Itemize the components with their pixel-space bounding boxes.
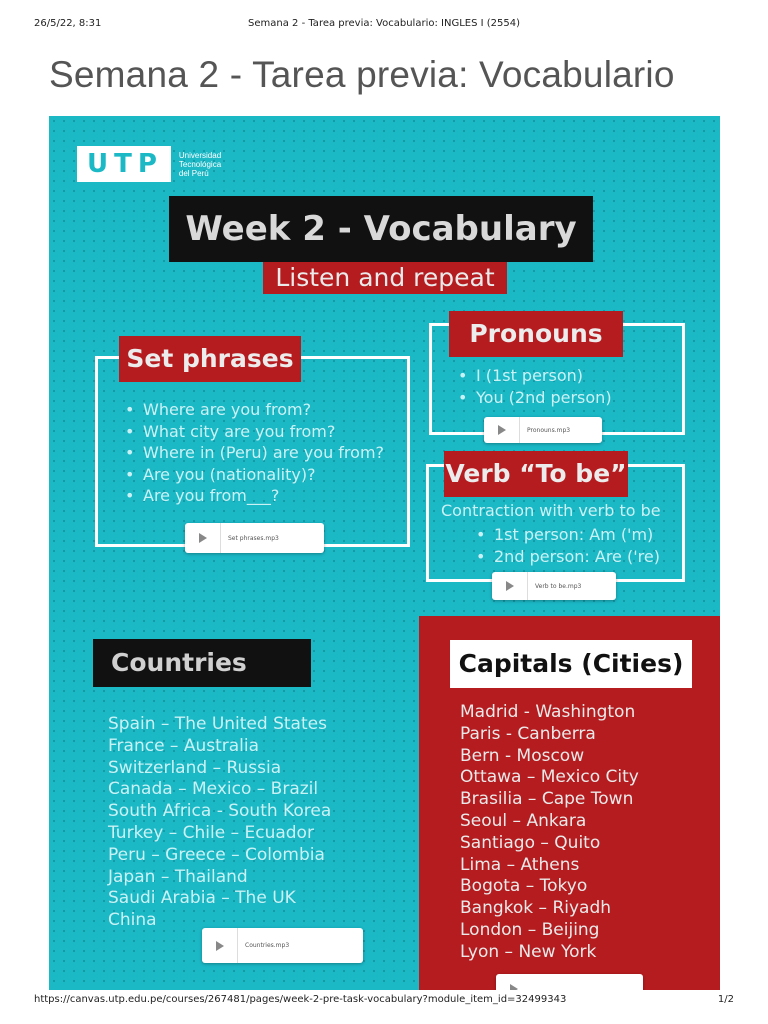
list-item: • 2nd person: Are ('re) (494, 546, 660, 568)
list-item: South Africa - South Korea (108, 801, 332, 822)
list-item: Ottawa – Mexico City (460, 767, 639, 788)
player-divider (527, 572, 528, 600)
countries-title: Countries (93, 639, 311, 687)
play-icon[interactable] (199, 533, 207, 543)
list-item: Bern - Moscow (460, 745, 585, 766)
logo-line: del Perú (178, 168, 209, 178)
countries-list (108, 714, 331, 932)
list-item: Brasilia – Cape Town (460, 789, 634, 810)
list-item: • Where are you from? (143, 399, 384, 421)
logo-line: Universidad (178, 150, 222, 160)
pronouns-title: Pronouns (449, 311, 623, 357)
player-divider (519, 417, 520, 443)
list-item: Santiago – Quito (460, 832, 601, 853)
list-item: Bogota – Tokyo (460, 876, 588, 897)
list-item: • Where in (Peru) are you from? (143, 442, 384, 464)
list-item: • What city are you from? (143, 421, 384, 443)
player-divider (220, 523, 221, 553)
list-item: • Are you from___? (143, 485, 384, 507)
print-datetime: 26/5/22, 8:31 (34, 18, 102, 29)
play-icon[interactable] (216, 941, 224, 951)
play-icon[interactable] (506, 581, 514, 591)
list-item: Lima – Athens (460, 854, 580, 875)
list-item: Canada – Mexico – Brazil (108, 779, 319, 800)
set-phrases-list (125, 399, 384, 507)
set-phrases-title: Set phrases (119, 336, 301, 382)
audio-filename: Pronouns.mp3 (527, 426, 571, 434)
list-item: China (108, 910, 157, 931)
list-item: France – Australia (108, 735, 260, 756)
set-phrases-audio-player[interactable] (185, 523, 324, 553)
list-item: • Are you (nationality)? (143, 464, 384, 486)
page-number: 1/2 (717, 994, 734, 1005)
week-title: Week 2 - Vocabulary (169, 196, 593, 262)
pronouns-audio-player[interactable] (484, 417, 602, 443)
utp-logo-text (179, 151, 221, 178)
play-icon[interactable] (498, 425, 506, 435)
audio-filename: Verb to be.mp3 (535, 582, 582, 590)
list-item: Turkey – Chile – Ecuador (108, 822, 314, 843)
capitals-audio-player[interactable] (496, 974, 643, 990)
audio-filename: Countries.mp3 (245, 942, 290, 949)
list-item: London – Beijing (460, 919, 600, 940)
list-item: Paris - Canberra (460, 723, 596, 744)
list-item: Saudi Arabia – The UK (108, 888, 296, 909)
player-divider (237, 928, 238, 963)
list-item: Madrid - Washington (460, 702, 636, 722)
logo-line: Tecnológica (178, 159, 222, 169)
verb-to-be-audio-player[interactable] (492, 572, 616, 600)
vocabulary-poster (49, 116, 720, 990)
play-icon[interactable] (510, 984, 518, 990)
verb-to-be-title: Verb “To be” (444, 451, 628, 497)
list-item: Seoul – Ankara (460, 810, 587, 831)
page-url: https://canvas.utp.edu.pe/courses/267481/pages/week-2-pre-task-vocabulary?module_item_id=32499343 (34, 994, 567, 1005)
list-item: Japan – Thailand (108, 866, 248, 887)
capitals-title: Capitals (Cities) (450, 640, 692, 688)
list-item: Spain – The United States (108, 714, 327, 734)
capitals-list (460, 702, 639, 964)
list-item: • 1st person: Am ('m) (494, 524, 660, 546)
verb-to-be-list (476, 524, 660, 567)
listen-and-repeat-subtitle: Listen and repeat (263, 262, 507, 294)
countries-audio-player[interactable] (202, 928, 363, 963)
list-item: Peru – Greece – Colombia (108, 844, 325, 865)
list-item: Switzerland – Russia (108, 757, 282, 778)
pronouns-list (458, 365, 612, 408)
audio-filename: Set phrases.mp3 (228, 534, 279, 542)
utp-logo (77, 146, 221, 182)
page-title: Semana 2 - Tarea previa: Vocabulario (49, 54, 675, 95)
list-item: • You (2nd person) (476, 387, 612, 409)
list-item: Bangkok – Riyadh (460, 898, 612, 919)
verb-to-be-intro: Contraction with verb to be (441, 501, 661, 520)
print-header-title: Semana 2 - Tarea previa: Vocabulario: INGLES I (2554) (248, 18, 520, 29)
utp-logo-letters: UTP (77, 146, 171, 182)
list-item: Lyon – New York (460, 941, 597, 962)
list-item: • I (1st person) (476, 365, 612, 387)
